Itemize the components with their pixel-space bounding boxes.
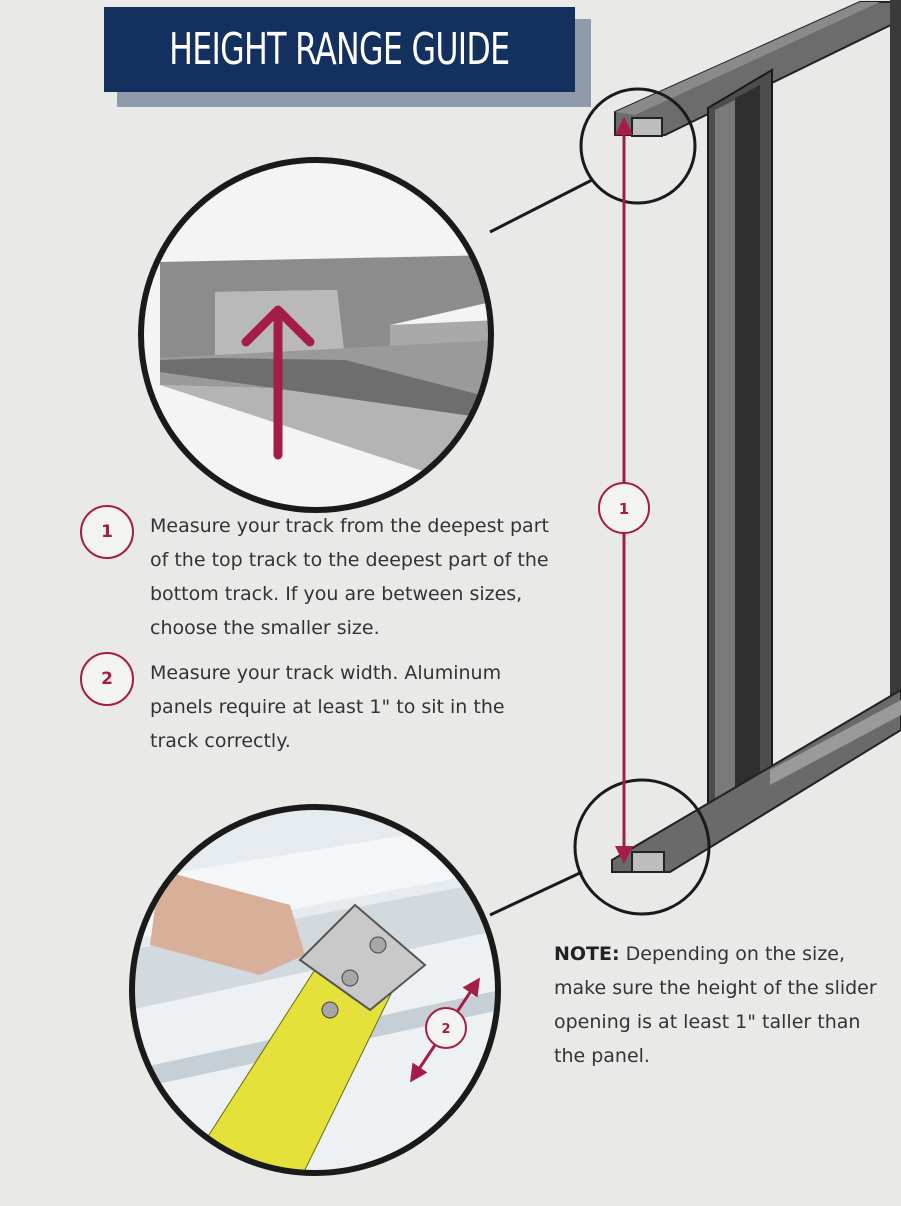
- track-detail-magnifier: [140, 160, 500, 510]
- title-banner: [104, 7, 575, 92]
- note-text: Depending on the size, make sure the height of the slider opening is at least 1" taller than the panel.: [554, 943, 877, 1067]
- page-title: HEIGHT RANGE GUIDE: [169, 24, 510, 75]
- step-2-text: Measure your track width. Aluminum panels require at least 1" to sit in the track correctly.: [150, 662, 505, 752]
- step-1-badge: 1: [80, 505, 134, 559]
- tape-measure-photo: [130, 800, 500, 1180]
- width-marker-label: 2: [441, 1022, 451, 1037]
- step-1-text: Measure your track from the deepest part of the top track to the deepest part of the bottom track. If you are between sizes, choose the smaller size.: [150, 515, 549, 639]
- note-label: NOTE:: [554, 943, 620, 965]
- step-2-badge: 2: [80, 652, 134, 706]
- height-marker-label: 1: [618, 500, 630, 518]
- note-block: [554, 937, 884, 1073]
- door-frame-illustration: [612, 0, 901, 872]
- connector-line-top: [490, 180, 592, 232]
- connector-line-bottom: [490, 872, 582, 915]
